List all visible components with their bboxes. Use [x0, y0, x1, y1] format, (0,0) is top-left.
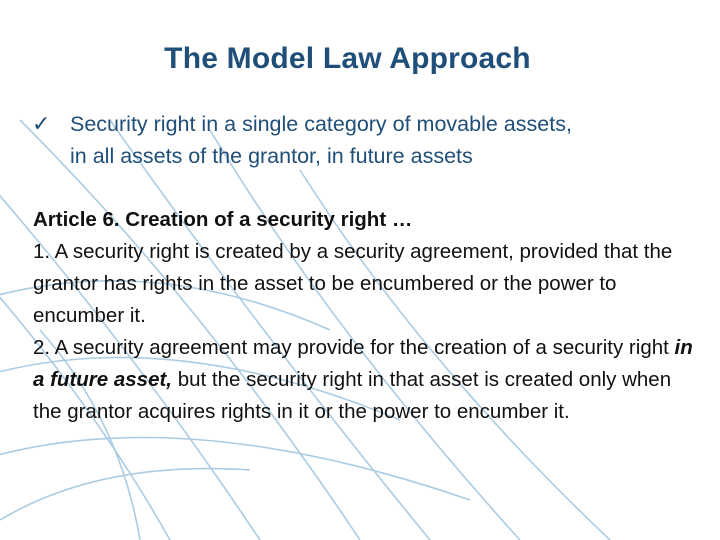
paragraph-2-text-end: but the security right in that asset is created only when the grantor acquires rights in it or the power to encumber it.: [33, 368, 672, 423]
article-paragraph-2: [33, 332, 703, 428]
paragraph-2-emphasis: in a future asset,: [33, 336, 693, 391]
article-paragraph-1: 1. A security right is created by a security agreement, provided that the grantor has rights in the asset to be encumbered or the power to encumber it.: [33, 240, 673, 327]
bullet-line-1: Security right in a single category of movable assets,: [70, 112, 572, 136]
article-text-block: [33, 204, 703, 428]
bullet-line-2: in all assets of the grantor, in future assets: [70, 144, 473, 168]
paragraph-2-text-start: 2. A security agreement may provide for the creation of a security right: [33, 336, 675, 359]
bullet-text: [70, 108, 572, 172]
article-heading: Article 6. Creation of a security right …: [33, 208, 413, 231]
checkmark-icon: ✓: [32, 111, 51, 136]
bullet-item: [32, 108, 692, 172]
slide-title: The Model Law Approach: [164, 42, 531, 75]
